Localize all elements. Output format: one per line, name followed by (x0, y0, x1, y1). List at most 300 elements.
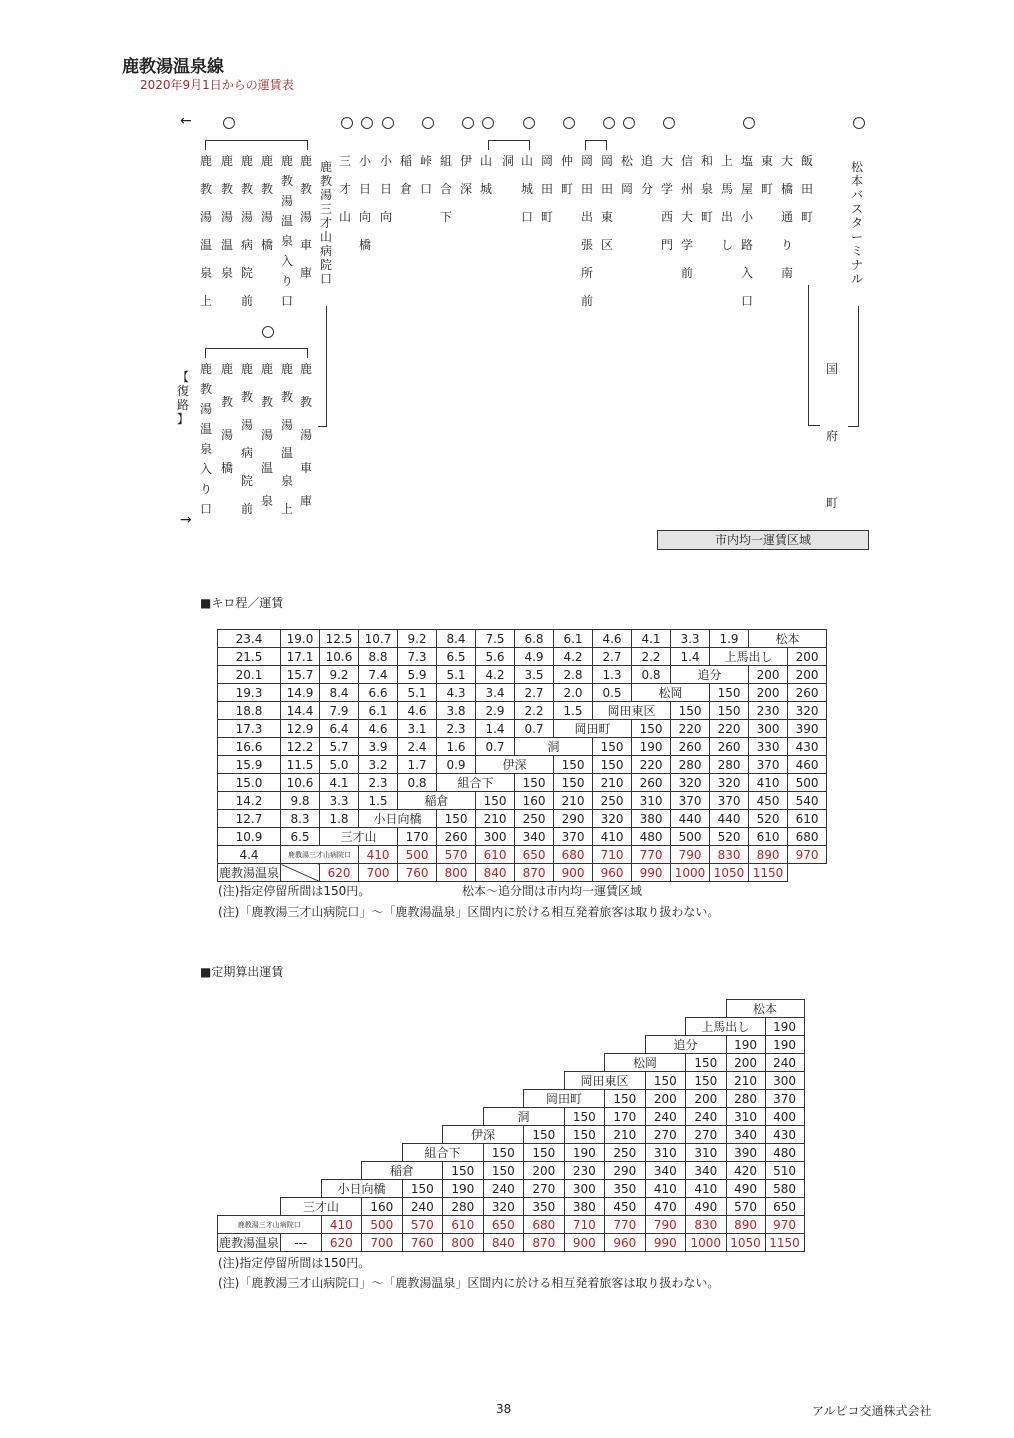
station-label: 洞 (483, 1108, 564, 1126)
table-row (218, 684, 827, 702)
fare-cell: 370 (554, 828, 593, 846)
distance-cell: 4.2 (476, 666, 515, 684)
distance-cell: 0.8 (632, 666, 671, 684)
station-label: 組合下 (402, 1144, 483, 1162)
distance-cell: 8.4 (320, 684, 359, 702)
table-row (218, 666, 827, 684)
distance-cell: 1.8 (320, 810, 359, 828)
station-label: 組合下 (437, 774, 515, 792)
branch-line (488, 140, 530, 141)
fare-cell: 410 (359, 846, 398, 864)
fare-cell: 440 (671, 810, 710, 828)
fare-cell: 1050 (726, 1234, 765, 1252)
fare-cell: 420 (726, 1162, 765, 1180)
fare-cell: 240 (483, 1180, 524, 1198)
fare-cell: 230 (749, 702, 788, 720)
fare-cell: 1000 (671, 864, 710, 882)
connector-line (318, 426, 327, 427)
distance-cell: 10.6 (281, 774, 320, 792)
fare-cell: 150 (524, 1144, 565, 1162)
distance-cell: 6.1 (359, 702, 398, 720)
fare-cell: 490 (686, 1198, 727, 1216)
distance-cell: 10.6 (320, 648, 359, 666)
distance-cell: 9.2 (320, 666, 359, 684)
fare-cell: 520 (710, 828, 749, 846)
fare-cell: 870 (515, 864, 554, 882)
fare-cell: 340 (645, 1162, 686, 1180)
fare-cell: 770 (632, 846, 671, 864)
fare-cell: 500 (671, 828, 710, 846)
distance-cell: 1.4 (476, 720, 515, 738)
station-label: 鹿教湯温泉 (218, 1234, 281, 1252)
return-label: 【 復 路 】 (176, 370, 189, 426)
distance-cell: 4.2 (554, 648, 593, 666)
station-label: 追分 (645, 1036, 726, 1054)
connector-line (848, 426, 859, 427)
table-row (218, 1000, 805, 1018)
station-label: 上馬出し (686, 1018, 766, 1036)
distance-cell: 7.5 (476, 630, 515, 648)
fare-cell: 190 (443, 1180, 484, 1198)
distance-cell: 9.2 (398, 630, 437, 648)
fare-cell: 150 (443, 1162, 484, 1180)
distance-cell: 2.0 (554, 684, 593, 702)
fare-cell: 710 (564, 1216, 605, 1234)
fare-cell: 210 (593, 774, 632, 792)
fare-cell: 350 (524, 1198, 565, 1216)
fare-cell: 970 (765, 1216, 804, 1234)
fare-cell: 150 (554, 774, 593, 792)
table-row (218, 864, 827, 882)
stop-circle-icon (563, 117, 575, 129)
fare-cell: 150 (632, 720, 671, 738)
fare-cell: 150 (671, 702, 710, 720)
fare-cell: 470 (645, 1198, 686, 1216)
distance-cell: 2.3 (359, 774, 398, 792)
table-row (218, 846, 827, 864)
fare-cell: 210 (726, 1072, 765, 1090)
fare-cell: 200 (726, 1054, 765, 1072)
fare-cell: 300 (564, 1180, 605, 1198)
fare-cell: 800 (437, 864, 476, 882)
distance-cell: 4.6 (359, 720, 398, 738)
fare-cell: 300 (476, 828, 515, 846)
fare-cell: 890 (749, 846, 788, 864)
distance-cell: 1.6 (437, 738, 476, 756)
station-label: 三才山 (281, 1198, 362, 1216)
station-label: 松岡 (605, 1054, 686, 1072)
fare-cell: 190 (564, 1144, 605, 1162)
fare-cell: 570 (437, 846, 476, 864)
fare-note-zone: 松本～追分間は市内均一運賃区域 (462, 884, 643, 898)
fare-cell: 350 (605, 1180, 646, 1198)
distance-cell: 7.3 (398, 648, 437, 666)
fare-cell: 700 (362, 1234, 403, 1252)
fare-cell: 710 (593, 846, 632, 864)
distance-cell: 3.5 (515, 666, 554, 684)
fare-cell: 220 (671, 720, 710, 738)
distance-cell: 7.9 (320, 702, 359, 720)
table-row (218, 1054, 805, 1072)
fare-cell: 150 (564, 1126, 605, 1144)
fare-cell: 400 (765, 1108, 804, 1126)
stop-circle-icon (523, 117, 535, 129)
stop-circle-icon (623, 117, 635, 129)
distance-cell: 2.3 (437, 720, 476, 738)
distance-cell: 2.7 (593, 648, 632, 666)
distance-cell: 15.7 (281, 666, 320, 684)
fare-cell: 320 (483, 1198, 524, 1216)
distance-cell: 1.7 (398, 756, 437, 774)
table-row (218, 810, 827, 828)
dash-cell: --- (281, 1234, 322, 1252)
distance-cell: 16.6 (218, 738, 281, 756)
fare-cell: 440 (710, 810, 749, 828)
fare-cell: 210 (476, 810, 515, 828)
table-row (218, 648, 827, 666)
fare-cell: 260 (788, 684, 827, 702)
distance-cell: 2.2 (632, 648, 671, 666)
distance-cell: 0.9 (437, 756, 476, 774)
distance-cell: 5.7 (320, 738, 359, 756)
fare-cell: 760 (402, 1234, 443, 1252)
fare-cell: 150 (593, 738, 632, 756)
fare-cell: 510 (765, 1162, 804, 1180)
table-row (218, 1144, 805, 1162)
fare-cell: 310 (686, 1144, 727, 1162)
fare-cell: 650 (483, 1216, 524, 1234)
distance-cell: 6.5 (281, 828, 320, 846)
season-table (217, 999, 805, 1252)
fare-cell: 200 (686, 1090, 727, 1108)
season-note-2: (注)「鹿教湯三才山病院口」～「鹿教湯温泉」区間内に於ける相互発着旅客は取り扱わない。 (218, 1276, 720, 1290)
distance-cell: 3.9 (359, 738, 398, 756)
branch-line (606, 140, 607, 150)
fare-cell: 200 (749, 684, 788, 702)
fare-cell: 430 (765, 1126, 804, 1144)
fare-cell: 990 (632, 864, 671, 882)
distance-cell: 4.4 (218, 846, 281, 864)
fare-cell: 500 (788, 774, 827, 792)
fare-cell: 620 (320, 864, 359, 882)
distance-cell: 2.2 (515, 702, 554, 720)
fare-cell: 800 (443, 1234, 484, 1252)
season-heading: ■定期算出運賃 (200, 965, 284, 979)
fare-cell: 650 (515, 846, 554, 864)
distance-cell: 8.4 (437, 630, 476, 648)
fare-cell: 840 (476, 864, 515, 882)
station-label: 松岡 (632, 684, 710, 702)
fare-cell: 250 (515, 810, 554, 828)
fare-cell: 960 (593, 864, 632, 882)
company-name: アルピコ交通株式会社 (812, 1404, 932, 1418)
distance-cell: 21.5 (218, 648, 281, 666)
fare-cell: 290 (554, 810, 593, 828)
station-label: 松本 (726, 1000, 804, 1018)
distance-cell: 4.3 (437, 684, 476, 702)
distance-cell: 3.4 (476, 684, 515, 702)
diagonal-cell (281, 864, 320, 882)
season-note-1: (注)指定停留所間は150円。 (218, 1256, 371, 1270)
station-label: 上馬出し (710, 648, 788, 666)
table-row (218, 774, 827, 792)
fare-cell: 410 (749, 774, 788, 792)
fare-cell: 280 (726, 1090, 765, 1108)
branch-line (585, 140, 586, 150)
stop-circle-icon (853, 117, 865, 129)
fare-cell: 270 (686, 1126, 727, 1144)
fare-cell: 570 (402, 1216, 443, 1234)
fare-cell: 160 (362, 1198, 403, 1216)
fare-cell: 150 (476, 792, 515, 810)
fare-cell: 480 (765, 1144, 804, 1162)
distance-cell: 1.5 (359, 792, 398, 810)
fare-cell: 390 (788, 720, 827, 738)
distance-cell: 14.4 (281, 702, 320, 720)
station-label: 鹿教湯温泉 (218, 864, 281, 882)
distance-cell: 12.9 (281, 720, 320, 738)
fare-cell: 240 (686, 1108, 727, 1126)
fare-cell: 610 (476, 846, 515, 864)
connector-line (808, 425, 820, 426)
fare-cell: 500 (398, 846, 437, 864)
branch-line (488, 140, 489, 150)
fare-heading: ■キロ程／運賃 (200, 596, 284, 610)
fare-cell: 190 (726, 1036, 765, 1054)
distance-cell: 14.9 (281, 684, 320, 702)
distance-cell: 6.5 (437, 648, 476, 666)
fare-cell: 150 (515, 774, 554, 792)
fare-cell: 330 (749, 738, 788, 756)
distance-cell: 2.9 (476, 702, 515, 720)
fare-cell: 460 (788, 756, 827, 774)
fare-cell: 380 (632, 810, 671, 828)
fare-cell: 300 (765, 1072, 804, 1090)
fare-cell: 410 (686, 1180, 727, 1198)
distance-cell: 1.9 (710, 630, 749, 648)
fare-cell: 770 (605, 1216, 646, 1234)
station-label: 稲倉 (362, 1162, 443, 1180)
fare-cell: 680 (788, 828, 827, 846)
station-label: 伊深 (443, 1126, 524, 1144)
distance-cell: 12.5 (320, 630, 359, 648)
branch-line (205, 140, 206, 150)
fare-cell: 610 (749, 828, 788, 846)
table-row (218, 1090, 805, 1108)
station-label: 岡田東区 (593, 702, 671, 720)
fare-cell: 320 (788, 702, 827, 720)
distance-cell: 4.1 (320, 774, 359, 792)
fare-cell: 150 (645, 1072, 686, 1090)
fare-cell: 340 (686, 1162, 727, 1180)
fare-cell: 960 (605, 1234, 646, 1252)
distance-cell: 6.8 (515, 630, 554, 648)
fare-cell: 760 (398, 864, 437, 882)
fare-cell: 890 (726, 1216, 765, 1234)
table-row (218, 1036, 805, 1054)
stop-circle-icon (482, 117, 494, 129)
distance-cell: 5.0 (320, 756, 359, 774)
table-row (218, 630, 827, 648)
fare-cell: 1050 (710, 864, 749, 882)
distance-cell: 15.9 (218, 756, 281, 774)
distance-cell: 0.5 (593, 684, 632, 702)
stop-circle-icon (262, 326, 274, 338)
distance-cell: 0.8 (398, 774, 437, 792)
stop-circle-icon (743, 117, 755, 129)
fare-cell: 410 (645, 1180, 686, 1198)
fare-cell: 320 (671, 774, 710, 792)
fare-cell: 150 (710, 684, 749, 702)
fare-cell: 410 (321, 1216, 362, 1234)
fare-cell: 900 (564, 1234, 605, 1252)
distance-cell: 5.1 (437, 666, 476, 684)
table-row (218, 1180, 805, 1198)
distance-cell: 4.6 (593, 630, 632, 648)
fare-cell: 260 (437, 828, 476, 846)
stop-circle-icon (422, 117, 434, 129)
station-label: 三才山 (320, 828, 398, 846)
fare-cell: 270 (645, 1126, 686, 1144)
fare-cell: 650 (765, 1198, 804, 1216)
fare-cell: 150 (686, 1054, 727, 1072)
fare-cell: 260 (632, 774, 671, 792)
distance-cell: 4.1 (632, 630, 671, 648)
fare-cell: 150 (483, 1162, 524, 1180)
fare-cell: 150 (437, 810, 476, 828)
fare-cell: 200 (788, 666, 827, 684)
distance-cell: 3.8 (437, 702, 476, 720)
fare-cell: 150 (686, 1072, 727, 1090)
station-label: 追分 (671, 666, 749, 684)
fare-cell: 610 (788, 810, 827, 828)
stop-circle-icon (663, 117, 675, 129)
fare-note-2: (注)「鹿教湯三才山病院口」～「鹿教湯温泉」区間内に於ける相互発着旅客は取り扱わない。 (218, 905, 720, 919)
distance-cell: 5.6 (476, 648, 515, 666)
distance-cell: 1.3 (593, 666, 632, 684)
branch-line (307, 348, 308, 358)
station-label: 稲倉 (398, 792, 476, 810)
stop-circle-icon (382, 117, 394, 129)
table-row (218, 828, 827, 846)
distance-cell: 9.8 (281, 792, 320, 810)
fare-cell: 200 (788, 648, 827, 666)
fare-note-1: (注)指定停留所間は150円。 (218, 884, 371, 898)
stop-16: 洞 (501, 154, 514, 168)
distance-cell: 1.5 (554, 702, 593, 720)
fare-cell: 310 (645, 1144, 686, 1162)
distance-cell: 2.7 (515, 684, 554, 702)
fare-cell: 310 (726, 1108, 765, 1126)
stop-circle-icon (361, 117, 373, 129)
fare-cell: 1150 (749, 864, 788, 882)
fare-cell: 520 (749, 810, 788, 828)
fare-cell: 310 (632, 792, 671, 810)
fare-cell: 790 (645, 1216, 686, 1234)
fare-cell: 540 (788, 792, 827, 810)
distance-cell: 23.4 (218, 630, 281, 648)
distance-cell: 6.4 (320, 720, 359, 738)
distance-cell: 1.4 (671, 648, 710, 666)
distance-cell: 3.1 (398, 720, 437, 738)
fare-cell: 170 (398, 828, 437, 846)
fare-cell: 990 (645, 1234, 686, 1252)
fare-cell: 220 (632, 756, 671, 774)
fare-cell: 200 (749, 666, 788, 684)
fare-cell: 430 (788, 738, 827, 756)
distance-cell: 3.3 (671, 630, 710, 648)
page-number: 38 (496, 1402, 512, 1416)
distance-cell: 8.3 (281, 810, 320, 828)
fare-cell: 480 (632, 828, 671, 846)
station-label: 小日向橋 (359, 810, 437, 828)
fare-cell: 200 (645, 1090, 686, 1108)
table-row (218, 1216, 805, 1234)
fare-cell: 260 (671, 738, 710, 756)
distance-cell: 3.3 (320, 792, 359, 810)
distance-cell: 3.2 (359, 756, 398, 774)
distance-cell: 2.4 (398, 738, 437, 756)
station-label: 洞 (515, 738, 593, 756)
fare-cell: 490 (726, 1180, 765, 1198)
fare-cell: 210 (554, 792, 593, 810)
station-label: 伊深 (476, 756, 554, 774)
fare-cell: 280 (443, 1198, 484, 1216)
distance-cell: 5.1 (398, 684, 437, 702)
connector-line (858, 306, 859, 426)
fare-cell: 190 (765, 1036, 804, 1054)
table-row (218, 1234, 805, 1252)
fare-cell: 340 (726, 1126, 765, 1144)
table-row (218, 1108, 805, 1126)
fare-cell: 790 (671, 846, 710, 864)
fare-cell: 680 (554, 846, 593, 864)
fare-cell: 340 (515, 828, 554, 846)
left-arrow-icon: ← (180, 113, 192, 129)
fare-cell: 500 (362, 1216, 403, 1234)
page-subtitle: 2020年9月1日からの運賃表 (140, 78, 294, 92)
fare-cell: 620 (321, 1234, 362, 1252)
branch-line (529, 140, 530, 150)
fare-cell: 280 (710, 756, 749, 774)
distance-cell: 0.7 (515, 720, 554, 738)
stop-circle-icon (603, 117, 615, 129)
fare-cell: 150 (710, 702, 749, 720)
stop-circle-icon (223, 117, 235, 129)
fare-cell: 190 (632, 738, 671, 756)
fare-cell: 970 (788, 846, 827, 864)
fare-cell: 680 (524, 1216, 565, 1234)
fare-cell: 240 (402, 1198, 443, 1216)
fare-cell: 320 (593, 810, 632, 828)
branch-line (307, 140, 308, 150)
distance-cell: 17.1 (281, 648, 320, 666)
fare-cell: 150 (605, 1090, 646, 1108)
branch-line (205, 140, 308, 141)
fare-cell: 570 (726, 1198, 765, 1216)
station-label: 松本 (749, 630, 827, 648)
connector-line (808, 285, 809, 425)
stop-circle-icon (341, 117, 353, 129)
distance-cell: 6.6 (359, 684, 398, 702)
distance-cell: 4.6 (398, 702, 437, 720)
fare-cell: 160 (515, 792, 554, 810)
fare-cell: 150 (524, 1126, 565, 1144)
distance-cell: 10.7 (359, 630, 398, 648)
fare-cell: 220 (710, 720, 749, 738)
table-row (218, 756, 827, 774)
table-row (218, 1162, 805, 1180)
